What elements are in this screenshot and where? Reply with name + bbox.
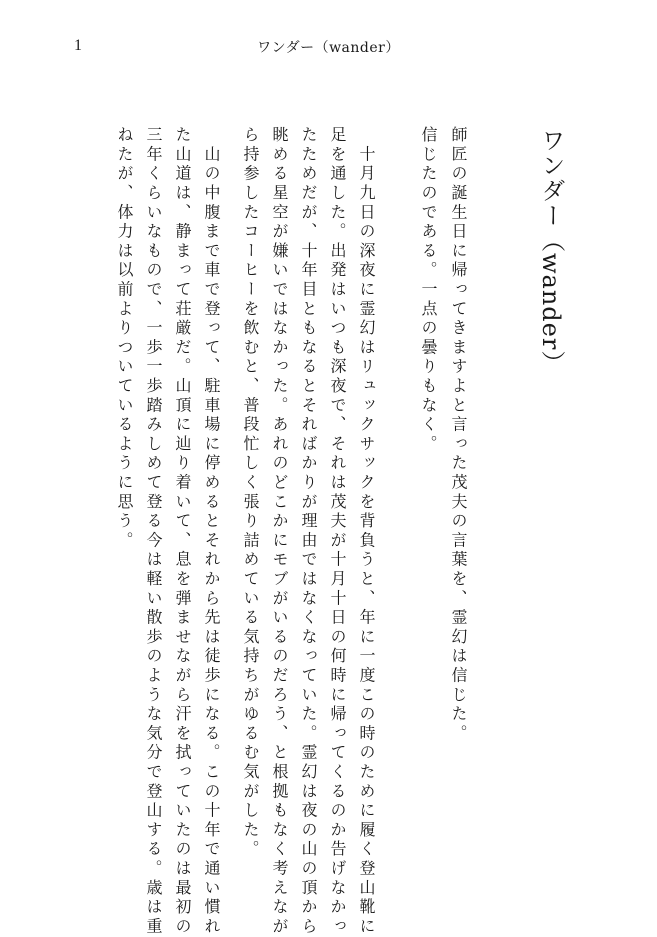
- text-line: 三年くらいなもので、一歩一歩踏みしめて登る今は軽い散歩のような気分で登山する。歳は重: [144, 126, 163, 937]
- chapter-title: ワンダー（wander）: [537, 128, 565, 376]
- text-line: 師匠の誕生日に帰ってきますよと言った茂夫の言葉を、霊幻は信じた。: [449, 126, 468, 744]
- text-line: ら持参したコーヒーを飲むと、普段忙しく張り詰めている気持ちがゆるむ気がした。: [241, 126, 260, 860]
- text-line: たためだが、十年目ともなるとそればかりが理由ではなくなっていた。霊幻は夜の山の頂から: [299, 126, 318, 937]
- text-line: 山の中腹まで車で登って、駐車場に停めるとそれから先は徒歩になる。この十年で通い慣れ: [202, 126, 221, 937]
- text-line: 信じたのである。一点の曇りもなく。: [419, 126, 438, 455]
- text-line: 十月九日の深夜に霊幻はリュックサックを背負うと、年に一度この時のために履く登山靴に: [357, 126, 376, 937]
- page-number: 1: [74, 37, 82, 54]
- text-line: 眺める星空が嫌いではなかった。あれのどこかにモブがいるのだろう、と根拠もなく考えなが: [270, 126, 289, 937]
- running-header: ワンダー（wander）: [257, 40, 400, 56]
- text-line: た山道は、静まって荘厳だ。山頂に辿り着いて、息を弾ませながら汗を拭っていたのは最初の: [173, 126, 192, 937]
- text-line: ねたが、体力は以前よりついているように思う。: [115, 126, 134, 551]
- text-line: 足を通した。出発はいつも深夜で、それは茂夫が十月十日の何時に帰ってくるのか告げなかっ: [328, 126, 347, 937]
